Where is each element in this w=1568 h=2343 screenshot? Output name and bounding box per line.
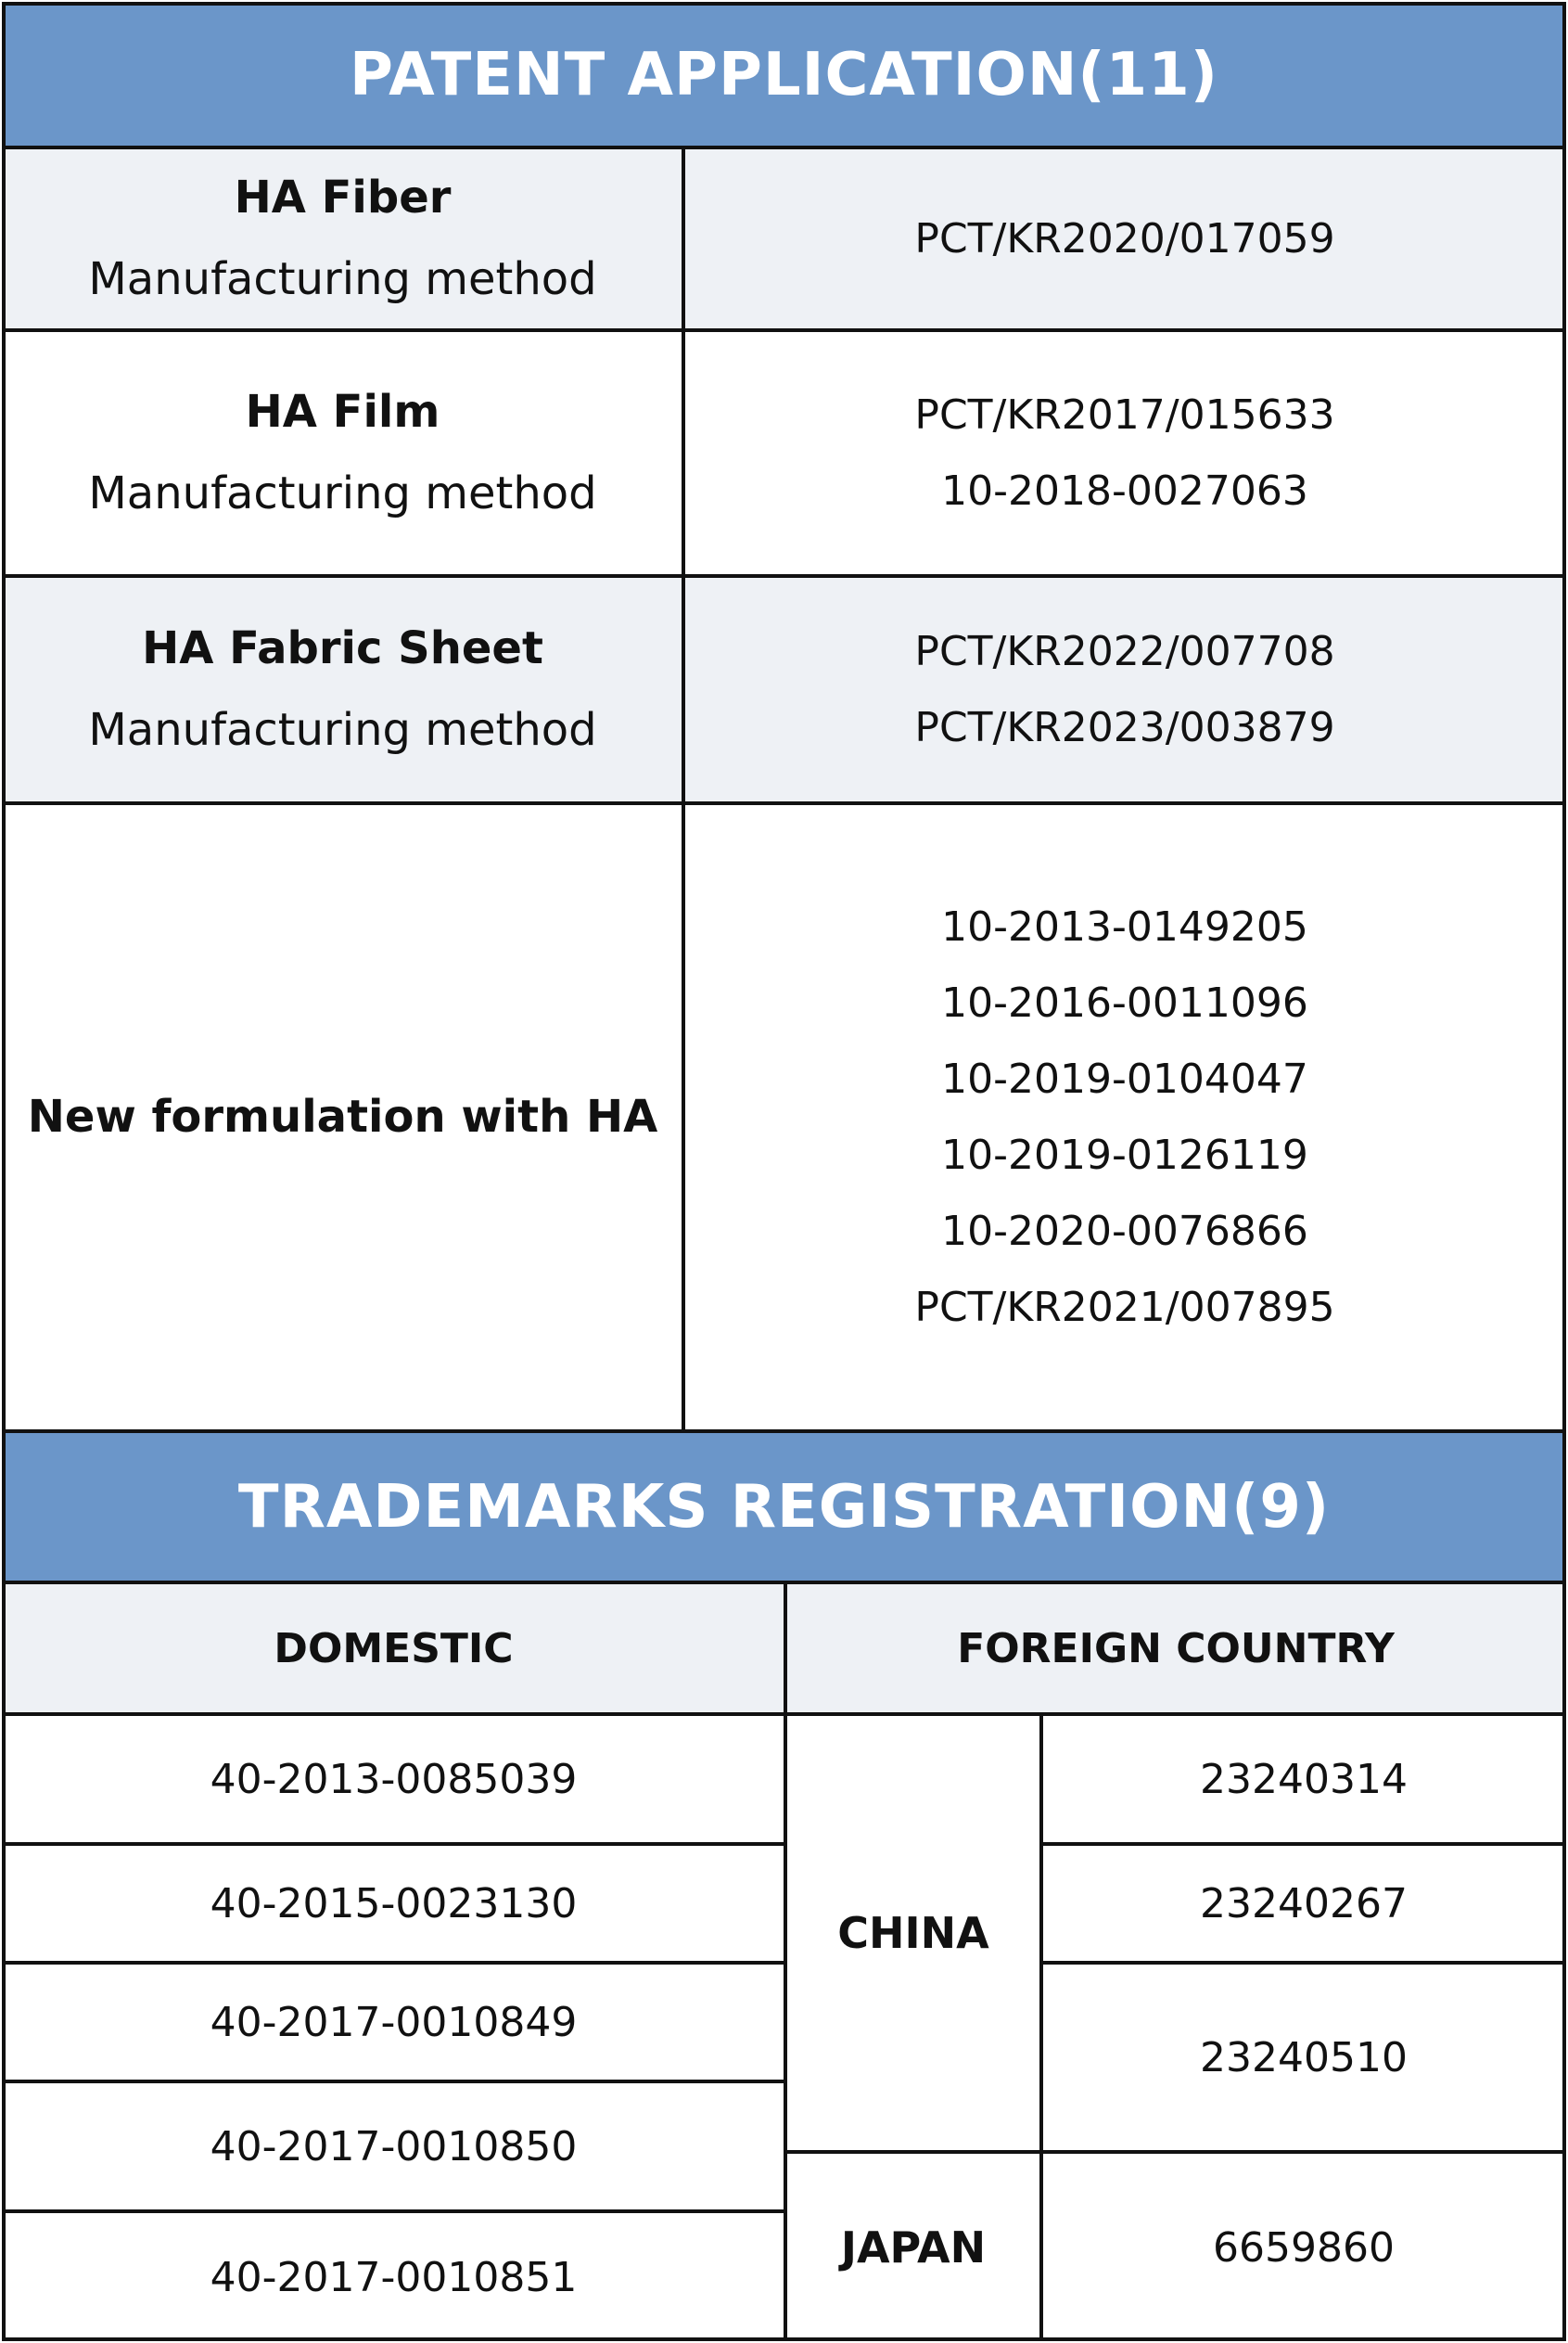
patent-number: PCT/KR2023/003879 <box>914 703 1335 751</box>
foreign-trademark: 23240510 <box>1200 2033 1408 2081</box>
trademarks-registration-header: TRADEMARKS REGISTRATION(9) <box>4 1433 1564 1581</box>
patent-number: PCT/KR2017/015633 <box>914 390 1335 439</box>
domestic-trademark: 40-2017-0010850 <box>210 2122 578 2170</box>
patent-title: HA Fabric Sheet <box>142 621 543 674</box>
domestic-trademark: 40-2017-0010851 <box>210 2253 578 2301</box>
foreign-trademark: 23240267 <box>1200 1879 1408 1927</box>
table-frame <box>2 2 1566 2341</box>
patent-title: HA Fiber <box>234 171 452 224</box>
patent-number: 10-2013-0149205 <box>941 903 1308 951</box>
foreign-trademark: 23240314 <box>1200 1755 1408 1803</box>
patent-subtitle: Manufacturing method <box>88 252 597 305</box>
patent-title: HA Film <box>245 385 440 438</box>
foreign-country-column-header: FOREIGN COUNTRY <box>957 1624 1395 1672</box>
patent-number: 10-2018-0027063 <box>941 467 1308 515</box>
patent-application-header: PATENT APPLICATION(11) <box>4 4 1564 147</box>
patent-subtitle: Manufacturing method <box>88 467 597 519</box>
patent-number: 10-2019-0104047 <box>941 1055 1308 1103</box>
domestic-trademark: 40-2015-0023130 <box>210 1879 578 1927</box>
domestic-trademark: 40-2013-0085039 <box>210 1755 578 1803</box>
patent-number: PCT/KR2022/007708 <box>914 627 1335 675</box>
foreign-trademark: 6659860 <box>1213 2223 1395 2272</box>
patent-number: 10-2019-0126119 <box>941 1131 1308 1179</box>
patent-number: 10-2020-0076866 <box>941 1207 1308 1255</box>
patent-subtitle: Manufacturing method <box>88 703 597 756</box>
patent-number: PCT/KR2020/017059 <box>914 214 1335 262</box>
patent-number: 10-2016-0011096 <box>941 979 1308 1027</box>
domestic-column-header: DOMESTIC <box>274 1624 514 1672</box>
patent-number: PCT/KR2021/007895 <box>914 1283 1335 1331</box>
patent-title: New formulation with HA <box>27 1090 658 1143</box>
country-china: CHINA <box>837 1908 989 1958</box>
domestic-trademark: 40-2017-0010849 <box>210 1998 578 2046</box>
country-japan: JAPAN <box>840 2222 987 2273</box>
